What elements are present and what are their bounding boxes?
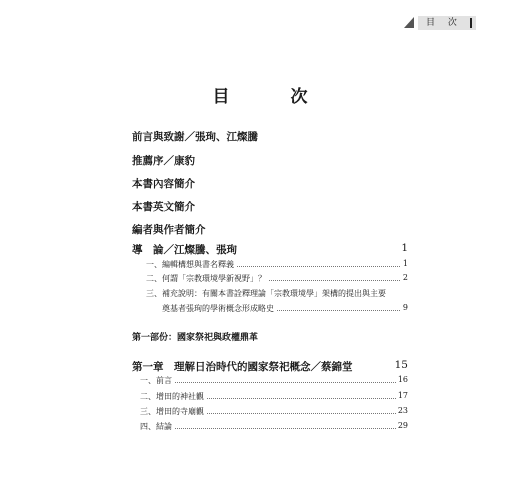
header-bar-icon [470,18,472,28]
front-matter-item: 本書英文簡介 [132,201,195,213]
chapter-entry [132,359,408,373]
subentry-page: 1 [402,259,408,268]
chapter-page: 15 [394,359,408,371]
subentry-page: 23 [397,406,408,415]
header-label: 目 次 [418,16,476,30]
front-matter-item: 本書內容簡介 [132,178,195,190]
subentry-page: 17 [397,391,408,400]
toc-subentry [162,303,408,315]
subentry-page: 9 [402,303,408,312]
part-title: 第一部份：國家祭祀與政權鼎革 [132,333,259,343]
dot-leader [140,382,408,383]
subentry-page: 16 [397,375,408,384]
page-title: 目 次 [212,87,330,107]
front-matter-item: 編者與作者簡介 [132,224,206,236]
toc-subentry [140,375,408,387]
toc-subentry [146,259,408,271]
toc-subentry [146,273,408,285]
front-matter-item: 前言與致謝／張珣、江燦騰 [132,131,258,143]
toc-subentry [140,391,408,403]
subentry-label: 奠基者張珣的學術概念形成略史 [162,304,274,313]
dot-leader [140,428,408,429]
intro-entry [132,242,408,256]
chapter-heading: 第一章 理解日治時代的國家祭祀概念／蔡錦堂 [132,361,353,373]
intro-heading: 導 論／江燦騰、張珣 [132,244,237,256]
toc-subentry [140,406,408,418]
intro-page: 1 [401,242,408,254]
subentry-label: 三、增田的寺廟觀 [140,407,204,416]
header-triangle-icon [404,17,414,28]
subentry-page: 2 [402,273,408,282]
subentry-page: 29 [397,421,408,430]
subentry-label: 四、結論 [140,422,172,431]
subentry-label: 二、增田的神社觀 [140,392,204,401]
subentry-label: 一、前言 [140,376,172,385]
subentry-label: 三、補充說明：有關本書詮釋理論「宗教環境學」架構的提出與主要 [146,289,386,298]
front-matter-item: 推薦序／康豹 [132,155,195,167]
toc-subentry [140,421,408,433]
subentry-label: 二、何謂「宗教環境學新視野」？ [146,274,266,283]
subentry-label: 一、編輯構想與書名釋義 [146,260,234,269]
